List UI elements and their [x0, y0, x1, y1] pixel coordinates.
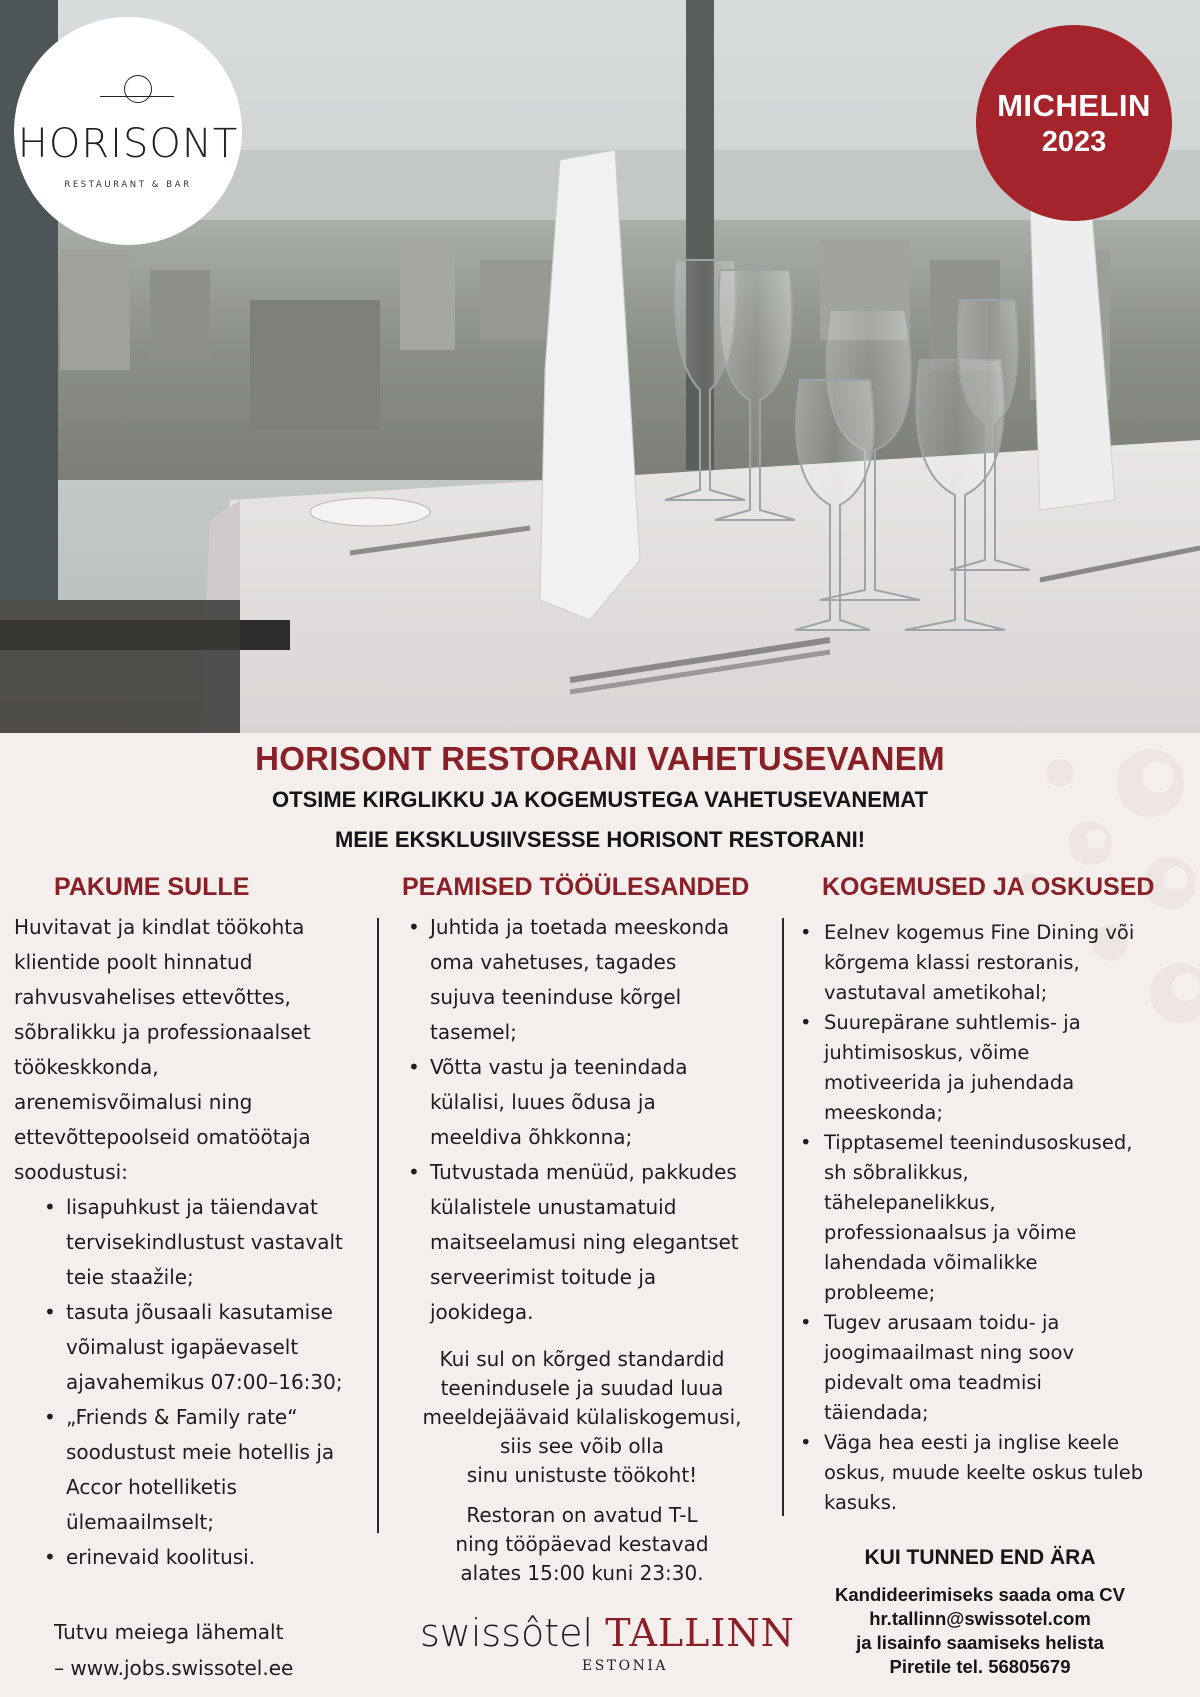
brand-city: TALLINN — [605, 1611, 795, 1655]
list-item: • Juhtida ja toetada meeskonda oma vahetuses, tagades sujuva teeninduse kõrgel tasemel; — [404, 910, 780, 1050]
heading-tasks: PEAMISED TÖÖÜLESANDED — [402, 873, 750, 901]
skills-column — [798, 918, 1190, 1518]
michelin-year: 2023 — [1041, 126, 1107, 158]
motivation-note: Kui sul on kõrged standardid teenindusele ja suudad luua meeldejäävaid külaliskogemusi, siis see võib olla sinu unistuste töökoht! — [422, 1347, 742, 1487]
website-link[interactable]: Tutvu meiega lähemalt – www.jobs.swissotel.ee — [54, 1620, 294, 1680]
list-item: • Tutvustada menüüd, pakkudes külalistele unustamatuid maitseelamusi ning elegantset serveerimist toitude ja jookidega. — [404, 1155, 780, 1330]
list-item: • „Friends & Family rate“ soodustust meie hotellis ja Accor hotelliketis ülemaailmselt; — [40, 1400, 374, 1540]
list-item: • Väga hea eesti ja inglise keele oskus, muude keelte oskus tuleb kasuks. — [798, 1428, 1190, 1518]
horisont-logo — [14, 17, 242, 245]
tasks-list — [404, 910, 780, 1330]
swissotel-brand-logo — [420, 1610, 795, 1674]
offer-column — [14, 910, 374, 1575]
subtitle-line-2: MEIE EKSKLUSIIVSESSE HORISONT RESTORANI! — [334, 827, 866, 852]
apply-heading: KUI TUNNED END ÄRA — [864, 1546, 1096, 1569]
list-item: • tasuta jõusaali kasutamise võimalust igapäevaselt ajavahemikus 07:00–16:30; — [40, 1295, 374, 1400]
list-item: • Võtta vastu ja teenindada külalisi, luues õdusa ja meeldiva õhkkonna; — [404, 1050, 780, 1155]
column-divider-right — [782, 918, 784, 1516]
column-divider-left — [377, 918, 379, 1533]
logo-tagline: RESTAURANT & BAR — [64, 180, 192, 190]
logo-wordmark: HORISONT — [17, 121, 239, 167]
list-item: • Tugev arusaam toidu- ja joogimaailmast ning soov pidevalt oma teadmisi täiendada; — [798, 1308, 1190, 1428]
hero-photo — [0, 0, 1200, 733]
heading-offer: PAKUME SULLE — [54, 873, 250, 901]
logo-ring-icon — [124, 75, 152, 103]
skills-list — [798, 918, 1190, 1518]
michelin-label: MICHELIN — [997, 88, 1151, 123]
brand-swissotel: swissôtel — [420, 1611, 594, 1655]
list-item: • Eelnev kogemus Fine Dining või kõrgema klassi restoranis, vastutaval ametikohal; — [798, 918, 1190, 1008]
apply-contact[interactable]: Kandideerimiseks saada oma CV hr.tallinn@swissotel.com ja lisainfo saamiseks helista Piretile tel. 56805679 — [835, 1584, 1125, 1677]
brand-country: ESTONIA — [581, 1658, 669, 1674]
list-item: • Suurepärane suhtlemis- ja juhtimisoskus, võime motiveerida ja juhendada meeskonda; — [798, 1008, 1190, 1128]
page-title: HORISONT RESTORANI VAHETUSEVANEM — [255, 740, 945, 777]
subtitle-line-1: OTSIME KIRGLIKKU JA KOGEMUSTEGA VAHETUSEVANEMAT — [272, 787, 928, 812]
opening-hours: Restoran on avatud T-L ning tööpäevad kestavad alates 15:00 kuni 23:30. — [455, 1503, 709, 1585]
offer-list — [40, 1190, 374, 1575]
heading-skills: KOGEMUSED JA OSKUSED — [822, 873, 1155, 901]
tasks-column — [404, 910, 780, 1330]
list-item: • Tipptasemel teenindusoskused, sh sõbralikkus, tähelepanelikkus, professionaalsus ja võime lahendada võimalikke probleeme; — [798, 1128, 1190, 1308]
offer-intro: Huvitavat ja kindlat töökohta klientide poolt hinnatud rahvusvahelises ettevõttes, sõbralikku ja professionaalset töökeskkonda, arenemisvõimalusi ning ettevõttepoolseid omatöötaja soodustusi: — [14, 915, 311, 1184]
list-item: • lisapuhkust ja täiendavat tervisekindlustust vastavalt teie staažile; — [40, 1190, 374, 1295]
michelin-badge — [976, 25, 1172, 221]
list-item: • erinevaid koolitusi. — [40, 1540, 374, 1575]
